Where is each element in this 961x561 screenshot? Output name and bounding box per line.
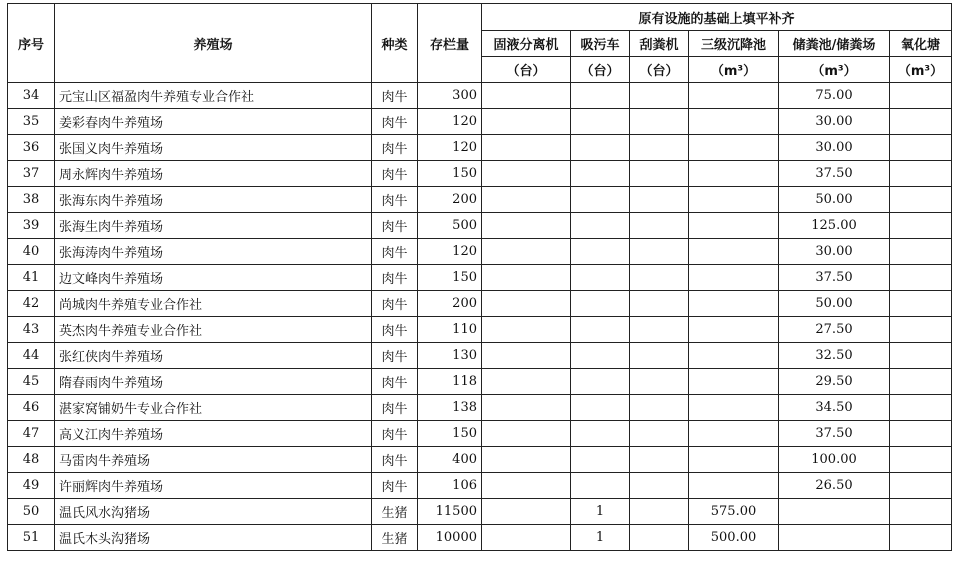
cell-type: 肉牛 bbox=[372, 161, 418, 187]
cell-scraper bbox=[630, 239, 689, 265]
table-row bbox=[8, 135, 952, 161]
cell-sedimentation bbox=[689, 473, 779, 499]
cell-stock: 120 bbox=[418, 109, 482, 135]
cell-separator bbox=[482, 83, 571, 109]
cell-no: 35 bbox=[8, 109, 55, 135]
cell-stock: 10000 bbox=[418, 525, 482, 551]
cell-type: 肉牛 bbox=[372, 447, 418, 473]
cell-farm: 张海涛肉牛养殖场 bbox=[55, 239, 372, 265]
cell-type: 肉牛 bbox=[372, 265, 418, 291]
cell-farm: 姜彩春肉牛养殖场 bbox=[55, 109, 372, 135]
cell-stock: 150 bbox=[418, 421, 482, 447]
cell-scraper bbox=[630, 395, 689, 421]
cell-stock: 400 bbox=[418, 447, 482, 473]
cell-sedimentation bbox=[689, 291, 779, 317]
cell-suction-truck bbox=[571, 187, 630, 213]
cell-stock: 200 bbox=[418, 187, 482, 213]
cell-separator bbox=[482, 213, 571, 239]
cell-suction-truck bbox=[571, 161, 630, 187]
cell-manure-pit: 37.50 bbox=[779, 161, 890, 187]
cell-type: 肉牛 bbox=[372, 343, 418, 369]
cell-sedimentation bbox=[689, 369, 779, 395]
cell-stock: 110 bbox=[418, 317, 482, 343]
cell-manure-pit bbox=[779, 525, 890, 551]
cell-sedimentation bbox=[689, 317, 779, 343]
unit-manure-pit: （m³） bbox=[779, 57, 890, 83]
cell-manure-pit: 32.50 bbox=[779, 343, 890, 369]
cell-oxidation-pond bbox=[890, 291, 952, 317]
table-row bbox=[8, 161, 952, 187]
cell-sedimentation bbox=[689, 343, 779, 369]
cell-farm: 周永辉肉牛养殖场 bbox=[55, 161, 372, 187]
header-separator: 固液分离机 bbox=[482, 31, 571, 57]
cell-scraper bbox=[630, 109, 689, 135]
cell-separator bbox=[482, 343, 571, 369]
table-row bbox=[8, 317, 952, 343]
cell-stock: 300 bbox=[418, 83, 482, 109]
cell-oxidation-pond bbox=[890, 395, 952, 421]
cell-oxidation-pond bbox=[890, 239, 952, 265]
cell-sedimentation bbox=[689, 421, 779, 447]
cell-separator bbox=[482, 187, 571, 213]
cell-separator bbox=[482, 161, 571, 187]
cell-separator bbox=[482, 525, 571, 551]
cell-suction-truck bbox=[571, 265, 630, 291]
cell-sedimentation bbox=[689, 239, 779, 265]
cell-no: 40 bbox=[8, 239, 55, 265]
cell-stock: 150 bbox=[418, 161, 482, 187]
cell-oxidation-pond bbox=[890, 499, 952, 525]
cell-sedimentation bbox=[689, 265, 779, 291]
cell-oxidation-pond bbox=[890, 447, 952, 473]
cell-separator bbox=[482, 239, 571, 265]
table-row bbox=[8, 447, 952, 473]
cell-suction-truck bbox=[571, 343, 630, 369]
cell-sedimentation bbox=[689, 161, 779, 187]
cell-scraper bbox=[630, 161, 689, 187]
cell-type: 肉牛 bbox=[372, 239, 418, 265]
cell-oxidation-pond bbox=[890, 135, 952, 161]
table-row bbox=[8, 265, 952, 291]
cell-separator bbox=[482, 473, 571, 499]
cell-sedimentation bbox=[689, 83, 779, 109]
cell-no: 45 bbox=[8, 369, 55, 395]
cell-sedimentation bbox=[689, 447, 779, 473]
cell-suction-truck bbox=[571, 447, 630, 473]
cell-scraper bbox=[630, 525, 689, 551]
cell-manure-pit: 27.50 bbox=[779, 317, 890, 343]
cell-suction-truck bbox=[571, 83, 630, 109]
table-row bbox=[8, 291, 952, 317]
cell-stock: 200 bbox=[418, 291, 482, 317]
cell-farm: 高义江肉牛养殖场 bbox=[55, 421, 372, 447]
cell-scraper bbox=[630, 499, 689, 525]
cell-no: 38 bbox=[8, 187, 55, 213]
cell-suction-truck bbox=[571, 473, 630, 499]
unit-sedimentation: （m³） bbox=[689, 57, 779, 83]
unit-scraper: （台） bbox=[630, 57, 689, 83]
cell-sedimentation bbox=[689, 213, 779, 239]
cell-manure-pit: 37.50 bbox=[779, 421, 890, 447]
header-scraper: 刮粪机 bbox=[630, 31, 689, 57]
cell-farm: 尚城肉牛养殖专业合作社 bbox=[55, 291, 372, 317]
cell-type: 肉牛 bbox=[372, 473, 418, 499]
cell-oxidation-pond bbox=[890, 187, 952, 213]
cell-suction-truck bbox=[571, 109, 630, 135]
cell-oxidation-pond bbox=[890, 473, 952, 499]
cell-no: 51 bbox=[8, 525, 55, 551]
cell-separator bbox=[482, 135, 571, 161]
cell-type: 肉牛 bbox=[372, 213, 418, 239]
cell-oxidation-pond bbox=[890, 421, 952, 447]
cell-scraper bbox=[630, 343, 689, 369]
cell-no: 39 bbox=[8, 213, 55, 239]
header-stock: 存栏量 bbox=[418, 4, 482, 83]
cell-sedimentation bbox=[689, 395, 779, 421]
cell-stock: 106 bbox=[418, 473, 482, 499]
cell-manure-pit: 34.50 bbox=[779, 395, 890, 421]
cell-farm: 边文峰肉牛养殖场 bbox=[55, 265, 372, 291]
cell-separator bbox=[482, 369, 571, 395]
cell-farm: 张海生肉牛养殖场 bbox=[55, 213, 372, 239]
cell-suction-truck: 1 bbox=[571, 499, 630, 525]
cell-oxidation-pond bbox=[890, 265, 952, 291]
cell-type: 生猪 bbox=[372, 499, 418, 525]
cell-sedimentation bbox=[689, 109, 779, 135]
cell-manure-pit: 26.50 bbox=[779, 473, 890, 499]
cell-farm: 英杰肉牛养殖专业合作社 bbox=[55, 317, 372, 343]
cell-manure-pit: 100.00 bbox=[779, 447, 890, 473]
table-row bbox=[8, 187, 952, 213]
cell-no: 36 bbox=[8, 135, 55, 161]
cell-no: 37 bbox=[8, 161, 55, 187]
cell-stock: 138 bbox=[418, 395, 482, 421]
cell-farm: 温氏木头沟猪场 bbox=[55, 525, 372, 551]
cell-suction-truck bbox=[571, 317, 630, 343]
cell-no: 42 bbox=[8, 291, 55, 317]
cell-suction-truck bbox=[571, 421, 630, 447]
cell-sedimentation: 575.00 bbox=[689, 499, 779, 525]
table-row bbox=[8, 525, 952, 551]
cell-scraper bbox=[630, 317, 689, 343]
cell-type: 肉牛 bbox=[372, 369, 418, 395]
cell-scraper bbox=[630, 135, 689, 161]
cell-scraper bbox=[630, 187, 689, 213]
table-row bbox=[8, 343, 952, 369]
cell-separator bbox=[482, 447, 571, 473]
data-table bbox=[7, 3, 952, 551]
cell-separator bbox=[482, 265, 571, 291]
cell-stock: 118 bbox=[418, 369, 482, 395]
cell-type: 肉牛 bbox=[372, 317, 418, 343]
unit-suction-truck: （台） bbox=[571, 57, 630, 83]
table-row bbox=[8, 83, 952, 109]
cell-oxidation-pond bbox=[890, 83, 952, 109]
cell-separator bbox=[482, 499, 571, 525]
header-farm: 养殖场 bbox=[55, 4, 372, 83]
cell-scraper bbox=[630, 421, 689, 447]
cell-suction-truck bbox=[571, 239, 630, 265]
cell-no: 48 bbox=[8, 447, 55, 473]
cell-stock: 120 bbox=[418, 135, 482, 161]
cell-scraper bbox=[630, 213, 689, 239]
unit-oxidation-pond: （m³） bbox=[890, 57, 952, 83]
cell-stock: 11500 bbox=[418, 499, 482, 525]
cell-no: 46 bbox=[8, 395, 55, 421]
cell-separator bbox=[482, 395, 571, 421]
cell-farm: 马雷肉牛养殖场 bbox=[55, 447, 372, 473]
cell-type: 肉牛 bbox=[372, 109, 418, 135]
cell-type: 肉牛 bbox=[372, 135, 418, 161]
cell-separator bbox=[482, 421, 571, 447]
cell-no: 43 bbox=[8, 317, 55, 343]
cell-manure-pit: 50.00 bbox=[779, 291, 890, 317]
cell-scraper bbox=[630, 447, 689, 473]
cell-manure-pit: 37.50 bbox=[779, 265, 890, 291]
header-manure-pit: 储粪池/储粪场 bbox=[779, 31, 890, 57]
table-row bbox=[8, 499, 952, 525]
cell-no: 34 bbox=[8, 83, 55, 109]
cell-farm: 张国义肉牛养殖场 bbox=[55, 135, 372, 161]
cell-type: 肉牛 bbox=[372, 395, 418, 421]
cell-farm: 张红侠肉牛养殖场 bbox=[55, 343, 372, 369]
cell-oxidation-pond bbox=[890, 109, 952, 135]
cell-manure-pit: 125.00 bbox=[779, 213, 890, 239]
cell-separator bbox=[482, 317, 571, 343]
table-body bbox=[8, 83, 952, 551]
cell-farm: 隋春雨肉牛养殖场 bbox=[55, 369, 372, 395]
cell-stock: 500 bbox=[418, 213, 482, 239]
cell-farm: 温氏风水沟猪场 bbox=[55, 499, 372, 525]
cell-sedimentation bbox=[689, 187, 779, 213]
table-row bbox=[8, 239, 952, 265]
cell-scraper bbox=[630, 265, 689, 291]
header-oxidation-pond: 氧化塘 bbox=[890, 31, 952, 57]
table-row bbox=[8, 213, 952, 239]
cell-suction-truck: 1 bbox=[571, 525, 630, 551]
cell-no: 47 bbox=[8, 421, 55, 447]
cell-suction-truck bbox=[571, 135, 630, 161]
cell-scraper bbox=[630, 369, 689, 395]
cell-stock: 150 bbox=[418, 265, 482, 291]
cell-oxidation-pond bbox=[890, 161, 952, 187]
cell-scraper bbox=[630, 473, 689, 499]
cell-suction-truck bbox=[571, 213, 630, 239]
table-row bbox=[8, 421, 952, 447]
cell-stock: 130 bbox=[418, 343, 482, 369]
cell-manure-pit: 30.00 bbox=[779, 135, 890, 161]
cell-manure-pit: 75.00 bbox=[779, 83, 890, 109]
header-suction-truck: 吸污车 bbox=[571, 31, 630, 57]
unit-separator: （台） bbox=[482, 57, 571, 83]
cell-suction-truck bbox=[571, 369, 630, 395]
cell-farm: 湛家窝铺奶牛专业合作社 bbox=[55, 395, 372, 421]
cell-sedimentation bbox=[689, 135, 779, 161]
cell-stock: 120 bbox=[418, 239, 482, 265]
cell-oxidation-pond bbox=[890, 317, 952, 343]
cell-no: 44 bbox=[8, 343, 55, 369]
cell-no: 50 bbox=[8, 499, 55, 525]
cell-type: 肉牛 bbox=[372, 187, 418, 213]
cell-farm: 许丽辉肉牛养殖场 bbox=[55, 473, 372, 499]
cell-oxidation-pond bbox=[890, 525, 952, 551]
cell-manure-pit: 30.00 bbox=[779, 239, 890, 265]
cell-type: 生猪 bbox=[372, 525, 418, 551]
header-no: 序号 bbox=[8, 4, 55, 83]
cell-manure-pit: 50.00 bbox=[779, 187, 890, 213]
cell-scraper bbox=[630, 291, 689, 317]
table-row bbox=[8, 473, 952, 499]
cell-no: 41 bbox=[8, 265, 55, 291]
cell-sedimentation: 500.00 bbox=[689, 525, 779, 551]
cell-oxidation-pond bbox=[890, 343, 952, 369]
cell-farm: 元宝山区福盈肉牛养殖专业合作社 bbox=[55, 83, 372, 109]
cell-separator bbox=[482, 291, 571, 317]
cell-farm: 张海东肉牛养殖场 bbox=[55, 187, 372, 213]
cell-oxidation-pond bbox=[890, 369, 952, 395]
cell-type: 肉牛 bbox=[372, 83, 418, 109]
cell-separator bbox=[482, 109, 571, 135]
header-group-title: 原有设施的基础上填平补齐 bbox=[482, 4, 952, 31]
table-row bbox=[8, 395, 952, 421]
table-row bbox=[8, 369, 952, 395]
cell-oxidation-pond bbox=[890, 213, 952, 239]
cell-no: 49 bbox=[8, 473, 55, 499]
cell-manure-pit: 30.00 bbox=[779, 109, 890, 135]
cell-manure-pit bbox=[779, 499, 890, 525]
header-type: 种类 bbox=[372, 4, 418, 83]
cell-scraper bbox=[630, 83, 689, 109]
cell-suction-truck bbox=[571, 291, 630, 317]
table-row bbox=[8, 109, 952, 135]
cell-type: 肉牛 bbox=[372, 421, 418, 447]
cell-suction-truck bbox=[571, 395, 630, 421]
cell-manure-pit: 29.50 bbox=[779, 369, 890, 395]
header-sedimentation: 三级沉降池 bbox=[689, 31, 779, 57]
cell-type: 肉牛 bbox=[372, 291, 418, 317]
